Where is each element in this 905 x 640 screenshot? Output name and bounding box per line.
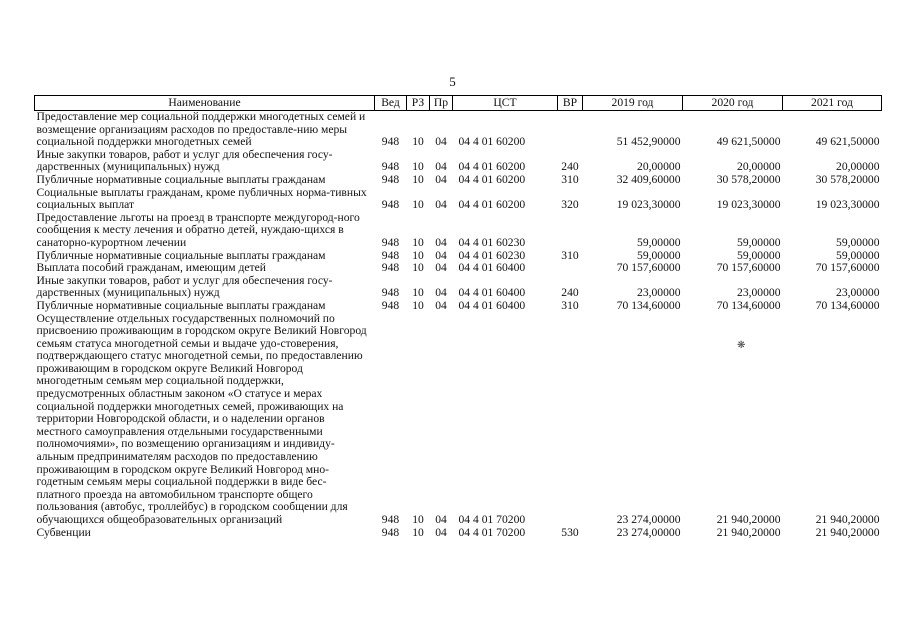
row-2020: 19 023,30000 (716, 198, 781, 212)
row-vr (558, 212, 583, 250)
row-ved: 948 (381, 261, 400, 275)
row-cst: 04 4 01 60200 (458, 135, 526, 149)
table-body (35, 111, 882, 540)
row-rz: 10 (412, 298, 424, 312)
row-vr (558, 313, 583, 527)
row-2021: 70 134,60000 (815, 298, 880, 312)
header-row (35, 96, 882, 111)
table-row (35, 300, 882, 313)
header-vr: ВР (558, 96, 583, 111)
row-2020: 21 940,20000 (716, 525, 781, 539)
row-rz: 10 (412, 261, 424, 275)
row-2019: 23,00000 (637, 286, 681, 300)
row-rz: 10 (412, 235, 424, 249)
row-2020: 30 578,20000 (716, 172, 781, 186)
row-vr: 530 (561, 525, 579, 539)
row-2021: 49 621,50000 (815, 135, 880, 149)
row-2019: 19 023,30000 (616, 198, 681, 212)
row-pr: 04 (435, 261, 447, 275)
row-2021: 23,00000 (836, 286, 880, 300)
row-2021: 59,00000 (836, 248, 880, 262)
header-cst: ЦСТ (453, 96, 558, 111)
row-name: Иные закупки товаров, работ и услуг для обеспечения госу-дарственных (муниципальных) нужд (36, 147, 333, 174)
row-2021: 19 023,30000 (815, 198, 880, 212)
row-cst: 04 4 01 70200 (458, 513, 526, 526)
row-2019: 59,00000 (637, 235, 681, 249)
row-2019: 70 157,60000 (616, 261, 681, 275)
row-ved: 948 (381, 513, 400, 526)
row-2021: 59,00000 (836, 235, 880, 249)
row-2021: 21 940,20000 (815, 513, 880, 526)
row-pr: 04 (435, 160, 447, 174)
row-name: Выплата пособий гражданам, имеющим детей (36, 261, 266, 275)
row-2020: 23,00000 (737, 286, 781, 300)
row-rz: 10 (412, 160, 424, 174)
row-2019: 23 274,00000 (616, 525, 681, 539)
row-pr: 04 (435, 513, 447, 526)
row-2021: 21 940,20000 (815, 525, 880, 539)
row-2020: 21 940,20000 (716, 513, 781, 526)
row-ved: 948 (381, 198, 400, 212)
row-vr: 320 (561, 198, 579, 212)
header-name: Наименование (35, 96, 375, 111)
row-ved: 948 (381, 160, 400, 174)
table-row (35, 187, 882, 212)
row-2021: 30 578,20000 (815, 172, 880, 186)
row-ved: 948 (381, 525, 400, 539)
row-2020: 70 157,60000 (716, 261, 781, 275)
row-ved: 948 (381, 286, 400, 300)
table-row (35, 174, 882, 187)
row-ved: 948 (381, 135, 400, 149)
row-pr: 04 (435, 298, 447, 312)
row-2020: 59,00000 (737, 248, 781, 262)
row-name: Публичные нормативные социальные выплаты гражданам (36, 248, 326, 262)
row-2020: 59,00000 (737, 235, 781, 249)
table-row (35, 212, 882, 250)
header-pr: Пр (430, 96, 453, 111)
row-pr: 04 (435, 135, 447, 149)
row-rz: 10 (412, 172, 424, 186)
header-2019: 2019 год (583, 96, 683, 111)
row-2019: 70 134,60000 (616, 298, 681, 312)
row-2019: 51 452,90000 (616, 135, 681, 149)
table-row (35, 313, 882, 527)
row-vr: 310 (561, 172, 579, 186)
row-2021: 70 157,60000 (815, 261, 880, 275)
row-name: Иные закупки товаров, работ и услуг для обеспечения госу-дарственных (муниципальных) нужд (36, 273, 333, 300)
row-vr: 310 (561, 248, 579, 262)
row-cst: 04 4 01 60200 (458, 198, 526, 212)
row-2019: 23 274,00000 (616, 513, 681, 526)
row-ved: 948 (381, 172, 400, 186)
row-cst: 04 4 01 60400 (458, 286, 526, 300)
row-name: Субвенции (36, 525, 91, 539)
row-cst: 04 4 01 60200 (458, 172, 526, 186)
row-name: Предоставление льготы на проезд в транспорте междугород-ного сообщения к месту лечения и обратно детей, нуждаю-щихся в санаторно-курортном лечении (36, 210, 360, 249)
header-2021: 2021 год (783, 96, 882, 111)
row-2020: 20,00000 (737, 160, 781, 174)
row-vr: 240 (561, 286, 579, 300)
table-row (35, 111, 882, 149)
row-rz: 10 (412, 135, 424, 149)
row-pr: 04 (435, 286, 447, 300)
row-pr: 04 (435, 198, 447, 212)
row-ved: 948 (381, 248, 400, 262)
row-vr: 240 (561, 160, 579, 174)
row-rz: 10 (412, 248, 424, 262)
row-pr: 04 (435, 235, 447, 249)
row-name: Публичные нормативные социальные выплаты гражданам (36, 298, 326, 312)
row-2019: 59,00000 (637, 248, 681, 262)
row-2021: 20,00000 (836, 160, 880, 174)
row-rz: 10 (412, 198, 424, 212)
row-cst: 04 4 01 60230 (458, 248, 526, 262)
row-rz: 10 (412, 525, 424, 539)
row-2020: 70 134,60000 (716, 298, 781, 312)
table-row (35, 275, 882, 300)
row-name: Предоставление мер социальной поддержки многодетных семей и возмещение организациям расходов по предоставле-нию меры социальной поддержки многодетных семей (36, 110, 366, 149)
row-cst: 04 4 01 70200 (458, 525, 526, 539)
row-cst: 04 4 01 60400 (458, 298, 526, 312)
row-pr: 04 (435, 248, 447, 262)
header-rz: РЗ (407, 96, 430, 111)
row-cst: 04 4 01 60400 (458, 261, 526, 275)
row-name: Публичные нормативные социальные выплаты гражданам (36, 172, 326, 186)
row-pr: 04 (435, 525, 447, 539)
row-name: Социальные выплаты гражданам, кроме публичных норма-тивных социальных выплат (36, 185, 367, 212)
row-vr (558, 262, 583, 275)
row-pr: 04 (435, 172, 447, 186)
row-vr (558, 111, 583, 149)
table-row (35, 527, 882, 540)
row-cst: 04 4 01 60200 (458, 160, 526, 174)
row-2019: 20,00000 (637, 160, 681, 174)
row-2020: 49 621,50000 (716, 135, 781, 149)
page-number: 5 (449, 74, 456, 89)
row-ved: 948 (381, 298, 400, 312)
header-2020: 2020 год (683, 96, 783, 111)
header-ved: Вед (375, 96, 407, 111)
table-row (35, 262, 882, 275)
row-rz: 10 (412, 513, 424, 526)
table-row (35, 149, 882, 174)
row-rz: 10 (412, 286, 424, 300)
row-name: Осуществление отдельных государственных полномочий по присвоению проживающим в городском округе Великий Новгород семьям статуса многодетной семьи и выдаче удо-стоверения, подтверждающего статус многодетной семьи, по предоставлению проживающим в городском округе Великий Новгород многодетным семьям мер социальной поддержки, предусмотренных областным законом «О статусе и мерах социальной поддержки многодетных семей, проживающих на территории Новгородской области, и о наделении органов местного самоуправления отдельными государственными полномочиями», по возмещению организациям и индивиду-альным предпринимателям расходов по предоставлению проживающим в городском округе Великий Новгород мно-годетным семьям меры социальной поддержки в виде бес-платного проезда на автомобильном транспорте общего пользования (автобус, троллейбус) в городском сообщении для обучающихся общеобразовательных организаций (36, 311, 367, 526)
row-ved: 948 (381, 235, 400, 249)
budget-table (34, 95, 882, 539)
row-2019: 32 409,60000 (616, 172, 681, 186)
row-cst: 04 4 01 60230 (458, 235, 526, 249)
scan-mark-icon: ❋ (737, 340, 746, 351)
row-vr: 310 (561, 298, 579, 312)
